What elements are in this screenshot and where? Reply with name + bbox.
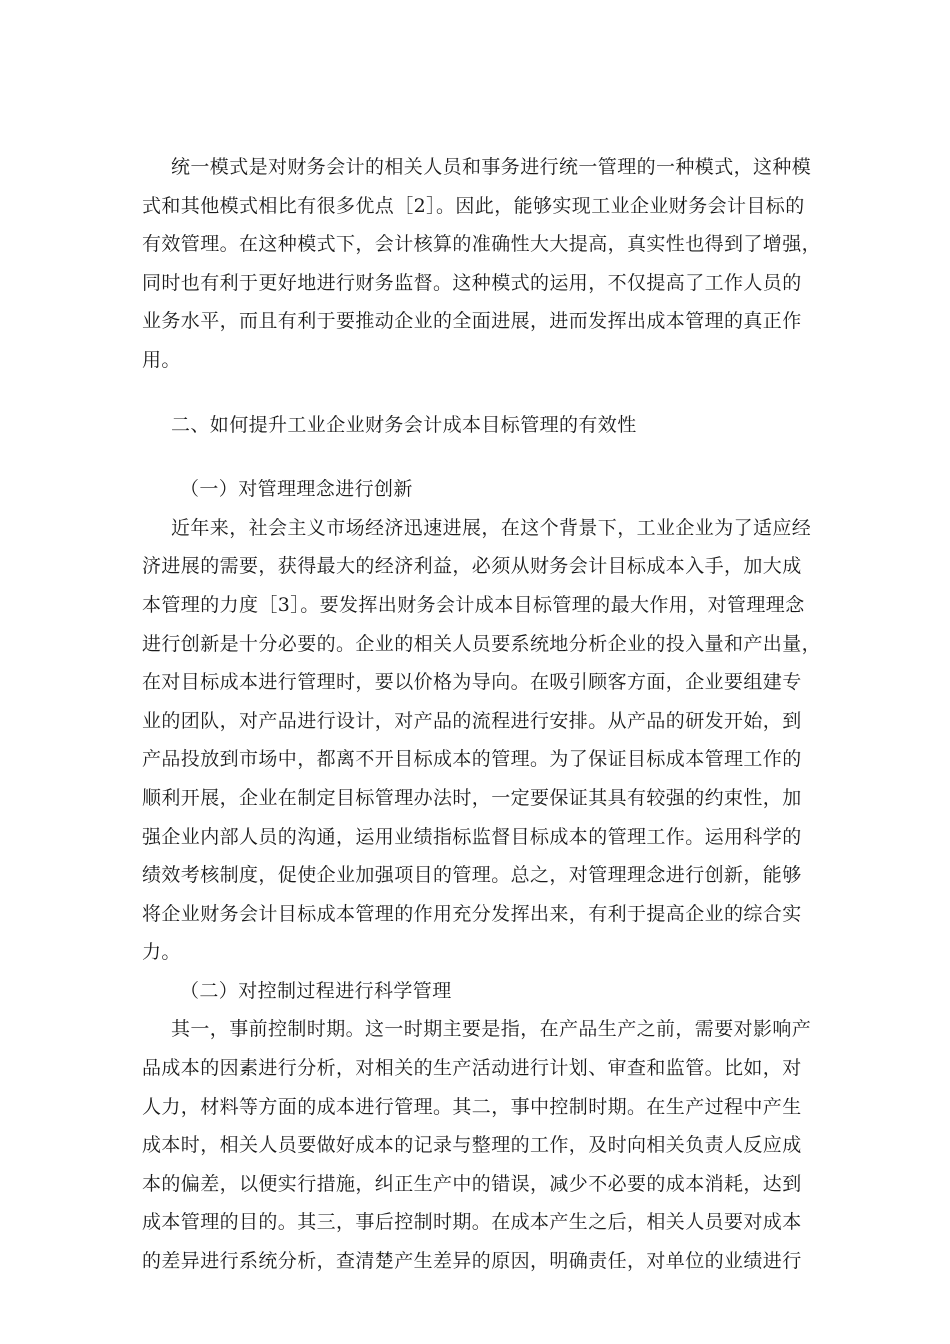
text-line: 品成本的因素进行分析，对相关的生产活动进行计划、审查和监管。比如，对 bbox=[142, 1057, 802, 1080]
text-line: 在对目标成本进行管理时，要以价格为导向。在吸引顾客方面，企业要组建专 bbox=[142, 671, 802, 694]
text-line: 式和其他模式相比有很多优点［2］。因此，能够实现工业企业财务会计目标的 bbox=[142, 194, 805, 217]
text-line: 统一模式是对财务会计的相关人员和事务进行统一管理的一种模式，这种模 bbox=[171, 156, 812, 178]
document-page bbox=[142, 148, 822, 1281]
paragraph-process-control bbox=[142, 1010, 812, 1280]
text-line: 近年来，社会主义市场经济迅速进展，在这个背景下，工业企业为了适应经 bbox=[171, 516, 812, 539]
subsection-heading-2: （二）对控制过程进行科学管理 bbox=[180, 979, 452, 1002]
text-line: 业务水平，而且有利于要推动企业的全面进展，进而发挥出成本管理的真正作 bbox=[142, 310, 802, 333]
paragraph-unified-mode bbox=[142, 148, 822, 380]
text-line: 济进展的需要，获得最大的经济利益，必须从财务会计目标成本入手，加大成 bbox=[142, 555, 802, 578]
text-line: 成本时，相关人员要做好成本的记录与整理的工作，及时向相关负责人反应成 bbox=[142, 1134, 802, 1157]
text-line: 人力，材料等方面的成本进行管理。其二，事中控制时期。在生产过程中产生 bbox=[142, 1095, 802, 1118]
text-line: 用。 bbox=[142, 348, 181, 371]
text-line: 业的团队，对产品进行设计，对产品的流程进行安排。从产品的研发开始，到 bbox=[142, 709, 802, 732]
text-line: 将企业财务会计目标成本管理的作用充分发挥出来，有利于提高企业的综合实 bbox=[142, 902, 802, 925]
text-line: 有效管理。在这种模式下，会计核算的准确性大大提高，真实性也得到了增强， bbox=[142, 233, 822, 256]
text-line: 力。 bbox=[142, 941, 181, 964]
text-line: 本的偏差，以便实行措施，纠正生产中的错误，减少不必要的成本消耗，达到 bbox=[142, 1172, 802, 1195]
paragraph-management-innovation bbox=[142, 509, 822, 972]
section-heading-2: 二、如何提升工业企业财务会计成本目标管理的有效性 bbox=[171, 413, 637, 436]
text-line: 进行创新是十分必要的。企业的相关人员要系统地分析企业的投入量和产出量， bbox=[142, 632, 822, 655]
text-line: 绩效考核制度，促使企业加强项目的管理。总之，对管理理念进行创新，能够 bbox=[142, 864, 802, 887]
text-line: 成本管理的目的。其三，事后控制时期。在成本产生之后，相关人员要对成本 bbox=[142, 1211, 802, 1234]
text-line: 强企业内部人员的沟通，运用业绩指标监督目标成本的管理工作。运用科学的 bbox=[142, 825, 802, 848]
text-line: 产品投放到市场中，都离不开目标成本的管理。为了保证目标成本管理工作的 bbox=[142, 748, 802, 771]
text-line: 顺利开展，企业在制定目标管理办法时，一定要保证其具有较强的约束性，加 bbox=[142, 786, 802, 809]
text-line: 的差异进行系统分析，查清楚产生差异的原因，明确责任，对单位的业绩进行 bbox=[142, 1250, 802, 1273]
subsection-heading-1: （一）对管理理念进行创新 bbox=[180, 478, 413, 501]
text-line: 其一，事前控制时期。这一时期主要是指，在产品生产之前，需要对影响产 bbox=[171, 1018, 812, 1041]
text-line: 本管理的力度［3］。要发挥出财务会计成本目标管理的最大作用，对管理理念 bbox=[142, 593, 805, 616]
text-line: 同时也有利于更好地进行财务监督。这种模式的运用，不仅提高了工作人员的 bbox=[142, 271, 802, 294]
